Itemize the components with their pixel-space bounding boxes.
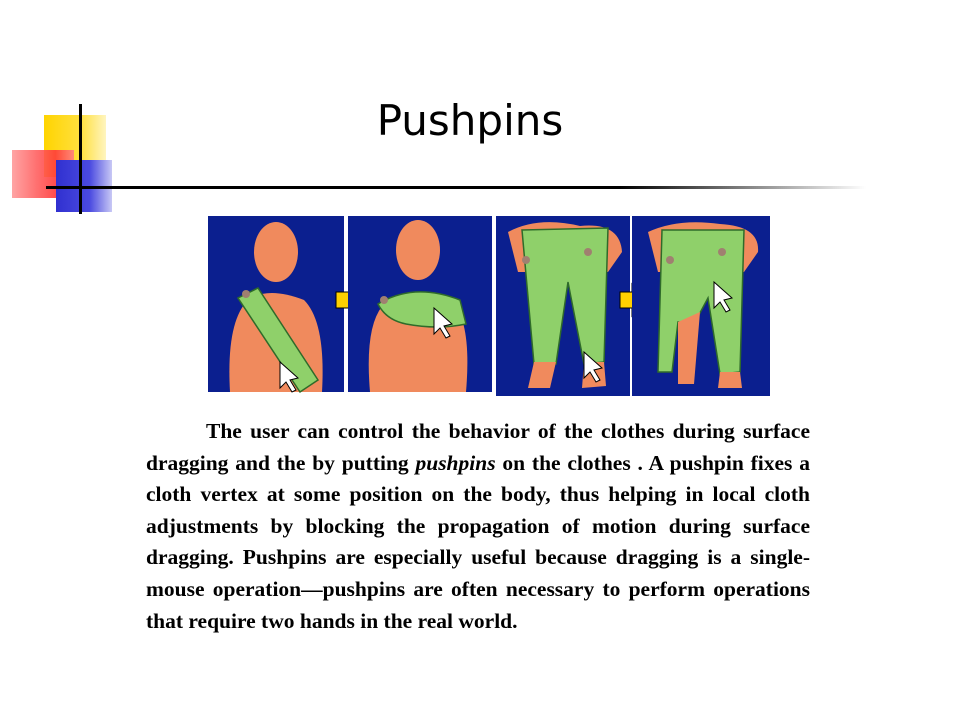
panel-legs-after xyxy=(632,216,770,396)
slide-title: Pushpins xyxy=(376,96,564,145)
title-underline xyxy=(46,186,866,189)
body-paragraph xyxy=(146,416,810,637)
panel-legs-before xyxy=(496,216,630,396)
panel-torso-before xyxy=(208,216,344,392)
paragraph-text-start: The user can control the behavior of the clothes during surface dragging and the by putting xyxy=(146,419,810,475)
paragraph-text-end: on the clothes . A pushpin fixes a cloth vertex at some position on the body, thus helping in local cloth adjustments by blocking the propagation of motion during surface dragging. Pushpins are especially useful because dragging is a single-mouse operation—pushpins are often necessary to perform operations that require two hands in the real world. xyxy=(146,450,810,633)
pushpin-illustration xyxy=(208,212,770,398)
panel-torso-after xyxy=(348,216,492,392)
decor-vertical-line xyxy=(79,104,82,214)
emphasis-pushpins: pushpins xyxy=(415,450,496,475)
